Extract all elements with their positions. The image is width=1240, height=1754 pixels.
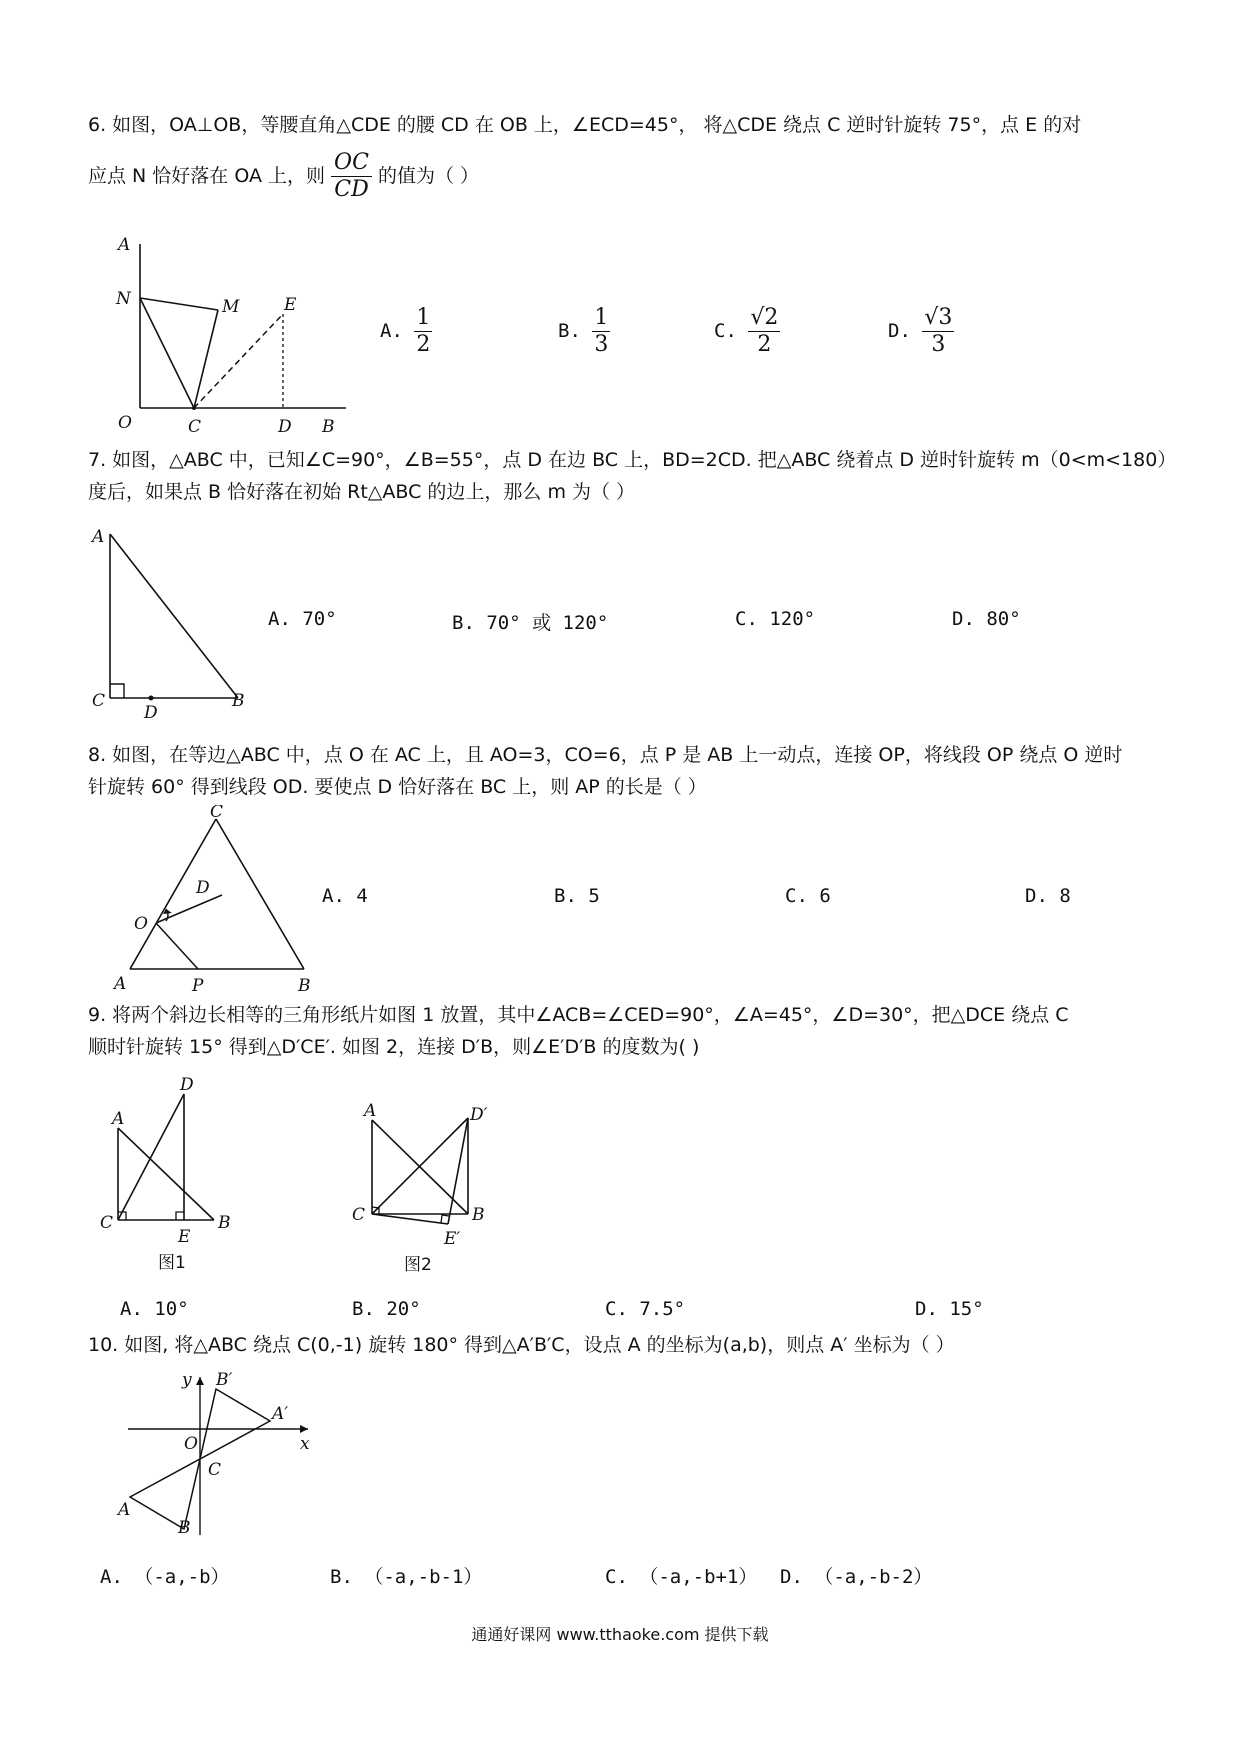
q7-figure <box>88 520 258 720</box>
q8-figure <box>108 805 328 997</box>
q8-option-c: C. 6 <box>785 885 831 907</box>
q8-line2: 针旋转 60° 得到线段 OD. 要使点 D 恰好落在 BC 上，则 AP 的长是（ ） <box>88 776 707 798</box>
q6-ratio-fraction <box>331 150 372 203</box>
q9-fig1-label-e: E <box>178 1227 191 1247</box>
q6-option-c-den: 2 <box>757 332 772 357</box>
q10-label-y: y <box>182 1370 192 1390</box>
q6-option-b-fraction <box>592 305 610 358</box>
q9-option-a: A. 10° <box>120 1298 189 1320</box>
q6-line1: 6. 如图，OA⊥OB，等腰直角△CDE 的腰 CD 在 OB 上，∠ECD=45°， 将△CDE 绕点 C 逆时针旋转 75°，点 E 的对 <box>88 114 1082 136</box>
q10-label-a: A <box>118 1500 131 1520</box>
q6-label-m: M <box>222 297 240 317</box>
q10-option-c: C. （-a,-b+1） <box>605 1566 758 1588</box>
q6-option-b-label: B. <box>558 320 581 342</box>
q6-line2-post: 的值为（ ） <box>377 165 480 187</box>
q8-option-b: B. 5 <box>554 885 600 907</box>
q6-option-a-num: 1 <box>416 305 431 330</box>
q6-option-b <box>558 305 610 358</box>
q9-figure-1 <box>96 1072 246 1282</box>
q8-option-d: D. 8 <box>1025 885 1071 907</box>
q6-option-d-fraction <box>922 305 954 358</box>
q7-option-a: A. 70° <box>268 608 337 630</box>
q10-label-c: C <box>208 1460 222 1480</box>
q6-label-c: C <box>188 417 202 437</box>
q6-option-b-num: 1 <box>594 305 609 330</box>
q6-option-c-num: √2 <box>750 305 779 330</box>
q7-label-c: C <box>92 691 106 711</box>
q8-label-d: D <box>196 878 210 898</box>
q6-figure <box>110 230 360 440</box>
q6-option-d-den: 3 <box>931 332 946 357</box>
q9-fig1-label-b: B <box>218 1213 231 1233</box>
q6-option-d-num: √3 <box>924 305 953 330</box>
q10-option-b: B. （-a,-b-1） <box>330 1566 483 1588</box>
q6-option-d-label: D. <box>888 320 911 342</box>
q6-option-a-label: A. <box>380 320 403 342</box>
q10-label-b-prime: B′ <box>216 1370 233 1390</box>
q6-option-a-den: 2 <box>416 332 431 357</box>
q6-option-a-fraction <box>414 305 432 358</box>
q6-label-e: E <box>284 295 297 315</box>
q9-fig2-label-d: D′ <box>470 1105 488 1125</box>
q6-option-b-den: 3 <box>594 332 609 357</box>
q10-option-a: A. （-a,-b） <box>100 1566 230 1588</box>
q10-label-x: x <box>300 1434 310 1454</box>
q6-label-a: A <box>118 235 131 255</box>
q9-line2: 顺时针旋转 15° 得到△D′CE′. 如图 2，连接 D′B，则∠E′D′B 的度数为( ) <box>88 1036 700 1058</box>
q7-label-b: B <box>232 691 245 711</box>
q9-fig1-caption: 图1 <box>158 1253 186 1273</box>
q10-label-a-prime: A′ <box>272 1404 289 1424</box>
q9-option-b: B. 20° <box>352 1298 421 1320</box>
q6-option-d <box>888 305 954 358</box>
q6-label-d: D <box>278 417 292 437</box>
q6-option-c-fraction <box>748 305 780 358</box>
q10-line1: 10. 如图, 将△ABC 绕点 C(0,-1) 旋转 180° 得到△A′B′C，设点 A 的坐标为(a,b)，则点 A′ 坐标为（ ） <box>88 1334 955 1356</box>
q8-line1: 8. 如图，在等边△ABC 中，点 O 在 AC 上，且 AO=3，CO=6，点 P 是 AB 上一动点，连接 OP，将线段 OP 绕点 O 逆时 <box>88 744 1123 766</box>
q8-option-a: A. 4 <box>322 885 368 907</box>
q8-label-c: C <box>210 805 224 822</box>
q7-option-c: C. 120° <box>735 608 816 630</box>
q10-label-o: O <box>184 1434 198 1454</box>
q6-label-o: O <box>118 413 132 433</box>
q8-label-b: B <box>298 976 311 996</box>
q7-label-a: A <box>92 527 105 547</box>
q9-fig1-label-c: C <box>100 1213 114 1233</box>
q7-option-d: D. 80° <box>952 608 1021 630</box>
q6-label-b: B <box>322 417 335 437</box>
q8-label-o: O <box>134 914 148 934</box>
q10-option-d: D. （-a,-b-2） <box>780 1566 933 1588</box>
q9-fig2-label-c: C <box>352 1205 366 1225</box>
q6-option-a <box>380 305 432 358</box>
q9-fig1-label-d: D <box>180 1075 194 1095</box>
q9-option-c: C. 7.5° <box>605 1298 686 1320</box>
q6-option-c <box>714 305 780 358</box>
q9-fig2-label-e: E′ <box>444 1229 461 1249</box>
q10-label-b: B <box>178 1518 191 1538</box>
q7-option-b: B. 70° 或 120° <box>452 612 609 634</box>
q9-fig2-label-b: B <box>472 1205 485 1225</box>
q9-fig1-label-a: A <box>112 1109 125 1129</box>
q9-option-d: D. 15° <box>915 1298 984 1320</box>
q9-figure-2 <box>348 1098 508 1288</box>
q6-ratio-denominator: CD <box>334 177 369 202</box>
q9-line1: 9. 将两个斜边长相等的三角形纸片如图 1 放置，其中∠ACB=∠CED=90°，∠A=45°，∠D=30°，把△DCE 绕点 C <box>88 1004 1069 1026</box>
q7-line1: 7. 如图，△ABC 中，已知∠C=90°，∠B=55°，点 D 在边 BC 上，BD=2CD. 把△ABC 绕着点 D 逆时针旋转 m（0<m<180） <box>88 449 1177 471</box>
q6-label-n: N <box>116 289 131 309</box>
q9-fig2-label-a: A <box>364 1101 377 1121</box>
q8-label-a: A <box>114 974 127 994</box>
q7-line2: 度后，如果点 B 恰好落在初始 Rt△ABC 的边上，那么 m 为（ ） <box>88 481 636 503</box>
q10-figure <box>112 1365 322 1540</box>
q6-ratio-numerator: OC <box>331 150 372 177</box>
q7-label-d: D <box>144 703 158 720</box>
q6-line2 <box>88 150 479 203</box>
footer-source: 通通好课网 www.tthaoke.com 提供下载 <box>471 1625 769 1644</box>
q8-label-p: P <box>192 976 204 996</box>
q6-option-c-label: C. <box>714 320 737 342</box>
q6-line2-pre: 应点 N 恰好落在 OA 上，则 <box>88 165 325 187</box>
q9-fig2-caption: 图2 <box>404 1255 432 1275</box>
